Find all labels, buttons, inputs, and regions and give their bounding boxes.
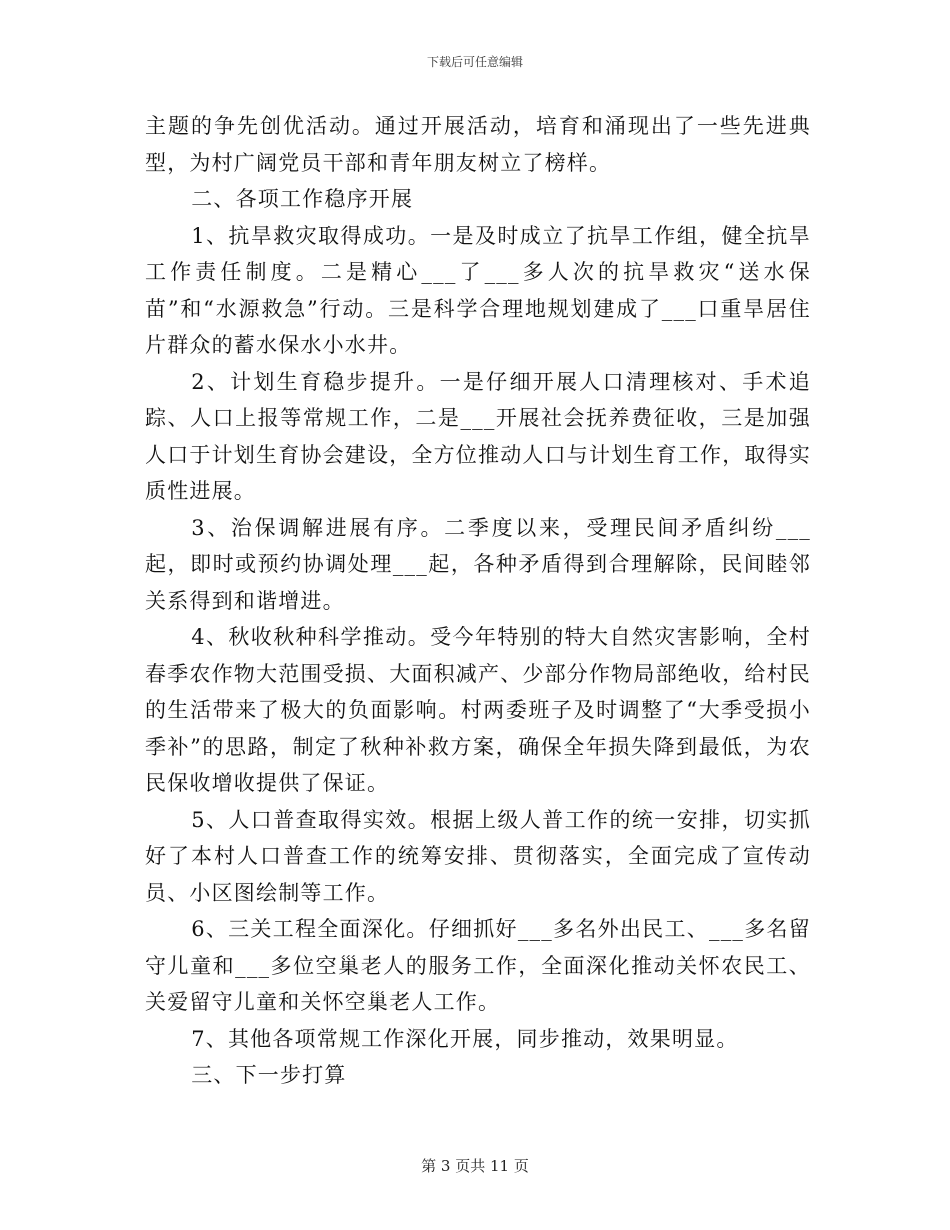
paragraph-other-work: 7、其他各项常规工作深化开展，同步推动，效果明显。 xyxy=(191,1026,739,1051)
paragraph-1: 主题的争先创优活动。通过开展活动，培育和涌现出了一些先进典型，为村广阔党员干部和青年朋友树立了榜样。 xyxy=(145,114,811,175)
paragraph-three-care-project: 6、三关工程全面深化。仔细抓好___多名外出民工、___多名留守儿童和___多位空巢老人的服务工作，全面深化推动关怀农民工、关爱留守儿童和关怀空巢老人工作。 xyxy=(145,917,811,1014)
page-footer: 第 3 页共 11 页 xyxy=(421,1157,529,1175)
document-body xyxy=(145,108,811,1094)
paragraph-drought-relief: 1、抗旱救灾取得成功。一是及时成立了抗旱工作组，健全抗旱工作责任制度。二是精心___了___多人次的抗旱救灾“送水保苗”和“水源救急”行动。三是科学合理地规划建成了___口重旱居住片群众的蓄水保水小水井。 xyxy=(145,223,811,357)
section-heading-3: 三、下一步打算 xyxy=(191,1063,347,1087)
paragraph-mediation: 3、治保调解进展有序。二季度以来，受理民间矛盾纠纷___起，即时或预约协调处理___起，各种矛盾得到合理解除，民间睦邻关系得到和谐增进。 xyxy=(145,515,811,613)
paragraph-census: 5、人口普查取得实效。根据上级人普工作的统一安排，切实抓好了本村人口普查工作的统筹安排、贯彻落实，全面完成了宣传动员、小区图绘制等工作。 xyxy=(145,807,811,905)
section-heading-2: 二、各项工作稳序开展 xyxy=(191,187,414,211)
paragraph-autumn-harvest: 4、秋收秋种科学推动。受今年特别的特大自然灾害影响，全村春季农作物大范围受损、大面积减产、少部分作物局部绝收，给村民的生活带来了极大的负面影响。村两委班子及时调整了“大季受损小季补”的思路，制定了秋种补救方案，确保全年损失降到最低，为农民保收增收提供了保证。 xyxy=(145,625,811,795)
paragraph-family-planning: 2、计划生育稳步提升。一是仔细开展人口清理核对、手术追踪、人口上报等常规工作，二是___开展社会抚养费征收，三是加强人口于计划生育协会建设，全方位推动人口与计划生育工作，取得实质性进展。 xyxy=(145,369,811,503)
page-header: 下载后可任意编辑 xyxy=(426,55,523,69)
